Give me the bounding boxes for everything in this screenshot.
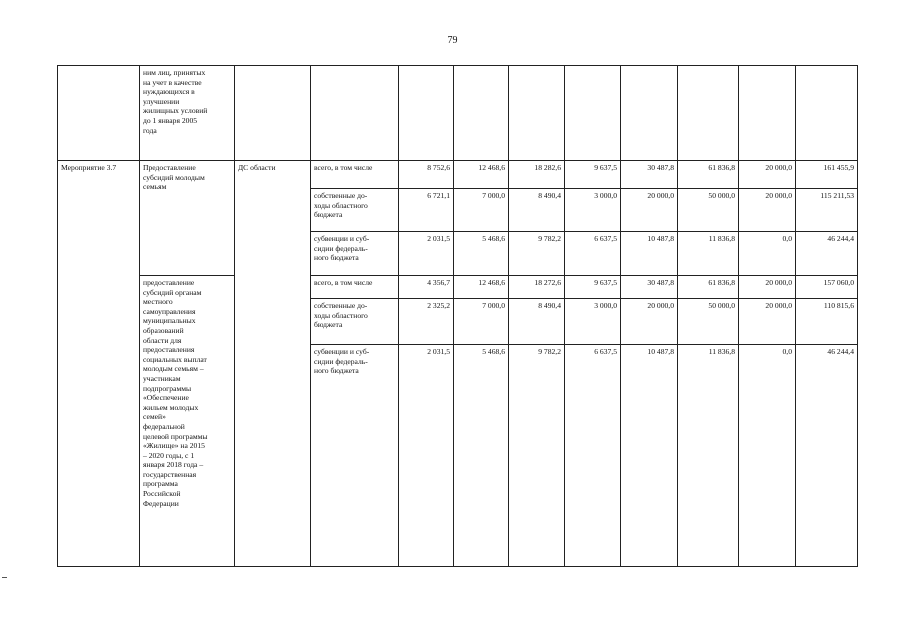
description-cell: предоставление субсидий органам местного самоуправления муниципальных образований области для предоставления социальных выплат молодым семьям – участникам подпрограммы «Обеспечение жильем молодых семей» федеральной целевой программы «Жилище» на 2015 – 2020 годы, с 1 января 2018 года – государственная программа Российской Федерации	[140, 276, 235, 567]
value-cell	[454, 66, 509, 161]
value-cell: 50 000,0	[678, 189, 739, 232]
source-cell: собственные до- ходы областного бюджета	[311, 189, 399, 232]
value-cell: 161 455,9	[796, 161, 858, 189]
table-row	[58, 276, 858, 299]
value-cell: 2 325,2	[399, 299, 454, 345]
value-cell: 20 000,0	[739, 161, 796, 189]
value-cell: 10 487,8	[621, 345, 678, 567]
value-cell: 6 637,5	[565, 232, 621, 276]
value-cell: 0,0	[739, 345, 796, 567]
value-cell: 4 356,7	[399, 276, 454, 299]
value-cell: 11 836,8	[678, 232, 739, 276]
value-cell	[678, 66, 739, 161]
value-cell: 9 782,2	[509, 232, 565, 276]
executor-cell: ДС области	[235, 161, 311, 567]
value-cell: 7 000,0	[454, 189, 509, 232]
value-cell: 8 752,6	[399, 161, 454, 189]
value-cell: 8 490,4	[509, 299, 565, 345]
value-cell: 12 468,6	[454, 276, 509, 299]
table-row	[58, 66, 858, 161]
value-cell: 61 836,8	[678, 161, 739, 189]
value-cell: 20 000,0	[621, 189, 678, 232]
value-cell: 115 211,53	[796, 189, 858, 232]
value-cell	[796, 66, 858, 161]
value-cell: 61 836,8	[678, 276, 739, 299]
value-cell: 157 060,0	[796, 276, 858, 299]
value-cell: 0,0	[739, 232, 796, 276]
source-cell: всего, в том числе	[311, 161, 399, 189]
value-cell: 2 031,5	[399, 345, 454, 567]
source-cell: субвенции и суб- сидии федераль- ного бюджета	[311, 345, 399, 567]
value-cell: 30 487,8	[621, 161, 678, 189]
value-cell	[509, 66, 565, 161]
value-cell: 2 031,5	[399, 232, 454, 276]
executor-cell	[235, 66, 311, 161]
value-cell: 20 000,0	[739, 299, 796, 345]
value-cell: 9 637,5	[565, 276, 621, 299]
value-cell: 6 721,1	[399, 189, 454, 232]
value-cell: 9 782,2	[509, 345, 565, 567]
budget-table	[57, 65, 858, 567]
value-cell: 11 836,8	[678, 345, 739, 567]
value-cell: 46 244,4	[796, 345, 858, 567]
value-cell: 8 490,4	[509, 189, 565, 232]
event-cell: Мероприятие 3.7	[58, 161, 140, 567]
value-cell: 7 000,0	[454, 299, 509, 345]
value-cell: 110 815,6	[796, 299, 858, 345]
value-cell: 20 000,0	[739, 189, 796, 232]
value-cell: 10 487,8	[621, 232, 678, 276]
value-cell: 12 468,6	[454, 161, 509, 189]
value-cell: 50 000,0	[678, 299, 739, 345]
value-cell: 18 282,6	[509, 161, 565, 189]
description-cell: ним лиц, принятых на учет в качестве нуждающихся в улучшении жилищных условий до 1 января 2005 года	[140, 66, 235, 161]
value-cell: 46 244,4	[796, 232, 858, 276]
table-row	[58, 161, 858, 189]
value-cell	[739, 66, 796, 161]
value-cell	[399, 66, 454, 161]
value-cell: 5 468,6	[454, 345, 509, 567]
margin-mark	[2, 577, 7, 578]
page-number: 79	[447, 35, 458, 46]
value-cell	[621, 66, 678, 161]
value-cell: 3 000,0	[565, 189, 621, 232]
value-cell: 9 637,5	[565, 161, 621, 189]
description-cell: Предоставление субсидий молодым семьям	[140, 161, 235, 276]
value-cell: 18 272,6	[509, 276, 565, 299]
value-cell: 20 000,0	[621, 299, 678, 345]
value-cell: 3 000,0	[565, 299, 621, 345]
source-cell: всего, в том числе	[311, 276, 399, 299]
event-cell	[58, 66, 140, 161]
value-cell: 5 468,6	[454, 232, 509, 276]
value-cell: 30 487,8	[621, 276, 678, 299]
source-cell: субвенции и суб- сидии федераль- ного бюджета	[311, 232, 399, 276]
source-cell	[311, 66, 399, 161]
value-cell: 20 000,0	[739, 276, 796, 299]
value-cell	[565, 66, 621, 161]
source-cell: собственные до- ходы областного бюджета	[311, 299, 399, 345]
value-cell: 6 637,5	[565, 345, 621, 567]
